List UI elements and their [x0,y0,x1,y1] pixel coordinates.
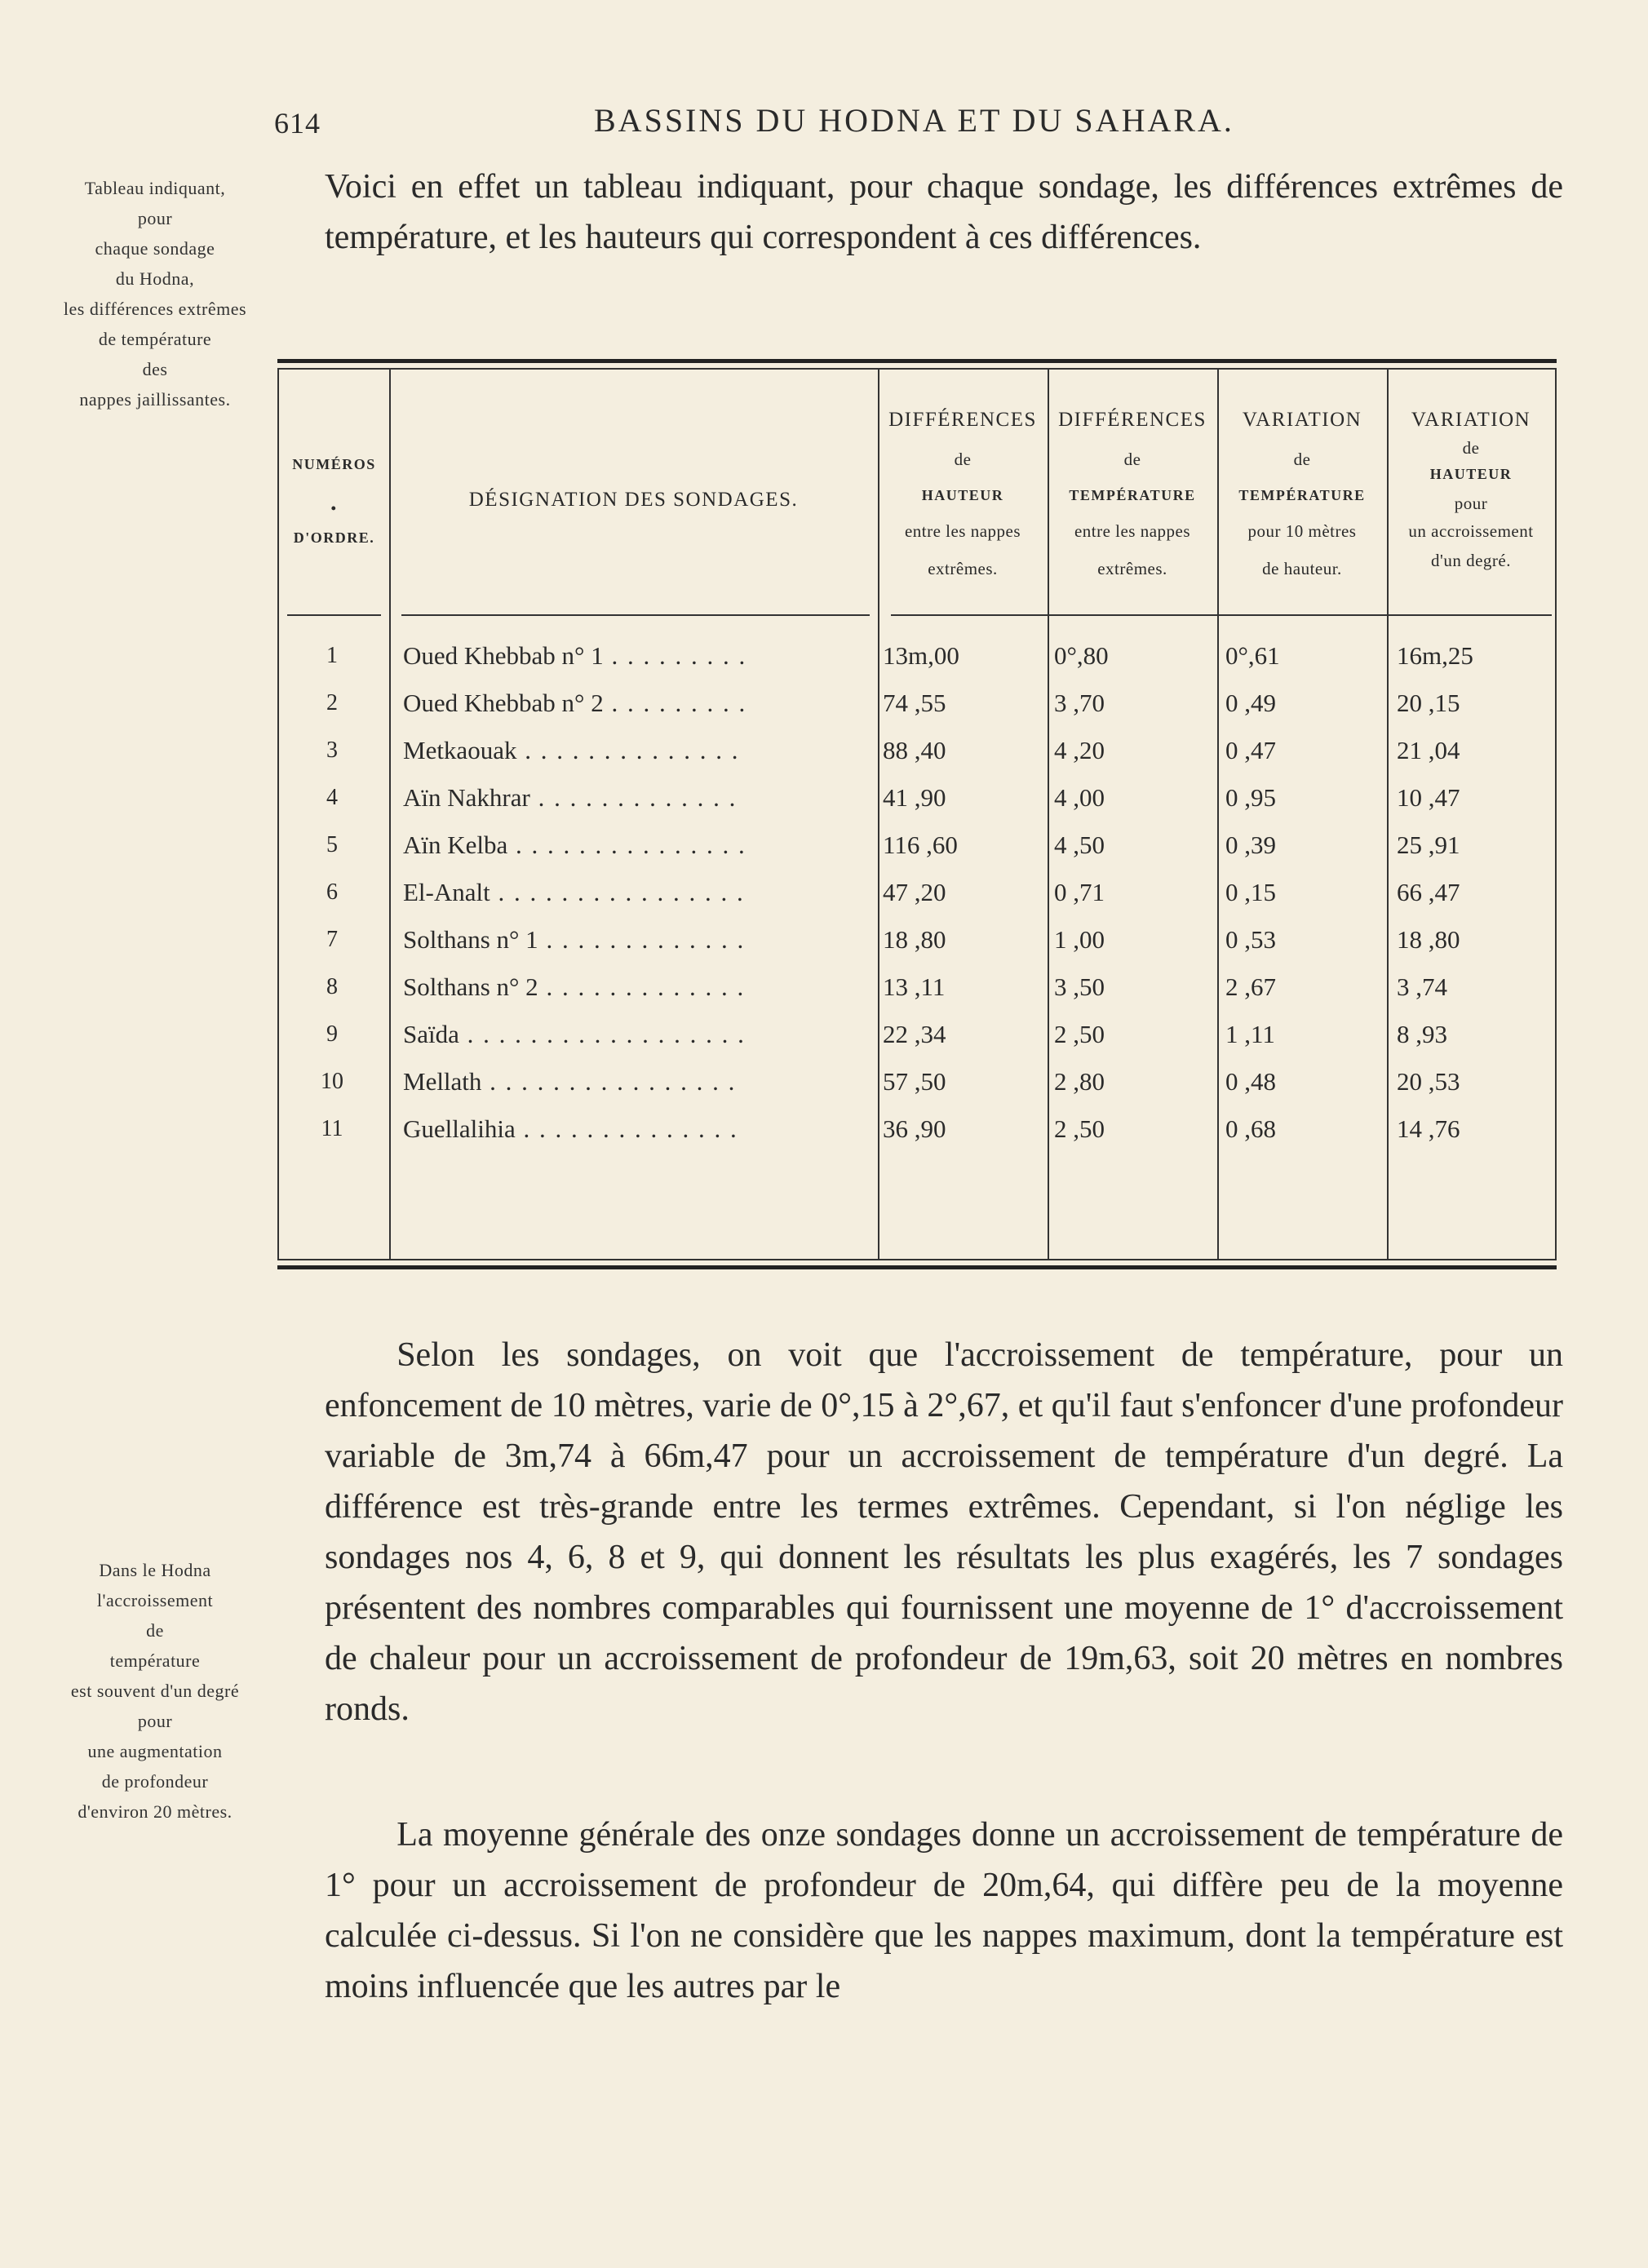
sondage-name: Mellath . . . [403,1058,746,1105]
sondage-name: Aïn Nakhrar . . . [403,774,746,822]
row-number: 8 [326,974,338,999]
margin-note-line: nappes jaillissantes. [79,389,231,410]
diff-hauteur-value: 22 ,34 [883,1020,946,1048]
header-text: NUMÉROS [292,456,376,472]
diff-hauteur-value: 116 ,60 [883,831,958,859]
header-text: • [330,500,338,516]
sondage-name: Saïda . . . [403,1011,746,1058]
margin-note-line: pour [137,208,173,228]
var-temperature-value: 0 ,48 [1225,1067,1276,1096]
sondage-name: Solthans n° 1 . . . [403,916,746,963]
margin-note-line: une augmentation [87,1741,223,1761]
header-text: de [954,450,972,469]
header-text: TEMPÉRATURE [1069,487,1196,503]
margin-note-line: de température [98,329,212,349]
var-hauteur-value: 10 ,47 [1397,783,1460,812]
var-hauteur-value: 14 ,76 [1397,1114,1460,1143]
table-row [279,727,1555,774]
diff-temperature-value: 4 ,50 [1054,831,1105,859]
table-row [279,916,1555,963]
header-text: HAUTEUR [921,487,1004,503]
table-frame [277,368,1557,1260]
body-paragraph: Selon les sondages, on voit que l'accroissement de température, pour un enfoncement de 10 mètres, varie de 0°,15 à 2°,67, et qu'il faut s'enfoncer d'une profondeur variable de 3m,74 à 66m,47 pour un accroissement de température d'un degré. La différence est très-grande entre les termes extrêmes. Cependant, si l'on néglige les sondages nos 4, 6, 8 et 9, qui donnent les résultats les plus exagérés, les 7 sondages présentent des nombres comparables qui fournissent une moyenne de 1° d'accroissement de chaleur pour un accroissement de profondeur de 19m,63, soit 20 mètres en nombres ronds. [325,1336,1563,1728]
diff-temperature-value: 4 ,00 [1054,783,1105,812]
header-text: DIFFÉRENCES [888,409,1037,431]
diff-hauteur-value: 41 ,90 [883,783,946,812]
margin-note-line: d'environ 20 mètres. [78,1801,233,1822]
diff-temperature-value: 3 ,50 [1054,972,1105,1001]
header-rule [401,614,870,616]
margin-note-line: chaque sondage [95,238,215,259]
header-text: de hauteur. [1262,559,1342,578]
header-diff-hauteur [878,370,1048,606]
var-temperature-value: 0 ,53 [1225,925,1276,954]
var-temperature-value: 0 ,47 [1225,736,1276,764]
diff-hauteur-value: 47 ,20 [883,878,946,906]
var-temperature-value: 1 ,11 [1225,1020,1275,1048]
header-text: TEMPÉRATURE [1238,487,1366,503]
body-paragraph: La moyenne générale des onze sondages donne un accroissement de température de 1° pour un accroissement de profondeur de 20m,64, qui diffère peu de la moyenne calculée ci-dessus. Si l'on ne considère que les nappes maximum, dont la température est moins influencée que les autres par le [325,1816,1563,2005]
header-var-hauteur [1387,370,1555,606]
var-temperature-value: 0 ,15 [1225,878,1276,906]
sondage-name: Oued Khebbab n° 1 . . . [403,632,746,680]
sondage-name: Aïn Kelba . . . [403,822,746,869]
header-numeros [279,370,389,606]
header-text: pour 10 mètres [1247,521,1357,541]
row-number: 9 [326,1021,338,1047]
row-number: 7 [326,927,338,952]
table-row [279,963,1555,1011]
header-text: VARIATION [1411,409,1531,431]
header-text: D'ORDRE. [293,529,375,546]
header-text: entre les nappes [904,521,1021,541]
row-number: 11 [321,1116,343,1141]
margin-note-table [37,173,273,414]
table-row [279,1105,1555,1153]
var-hauteur-value: 66 ,47 [1397,878,1460,906]
table-row [279,1058,1555,1105]
header-text: de [1462,438,1480,458]
header-diff-temperature [1048,370,1217,606]
header-rule [287,614,381,616]
margin-note-line: l'accroissement [96,1590,214,1610]
row-number: 6 [326,879,338,905]
intro-paragraph: Voici en effet un tableau indiquant, pour chaque sondage, les différences extrêmes de température, et les hauteurs qui correspondent à ces différences. [325,168,1563,256]
diff-hauteur-value: 74 ,55 [883,689,946,717]
var-temperature-value: 0 ,95 [1225,783,1276,812]
var-temperature-value: 0 ,68 [1225,1114,1276,1143]
var-temperature-value: 0°,61 [1225,641,1280,670]
table-row [279,1011,1555,1058]
diff-temperature-value: 1 ,00 [1054,925,1105,954]
diff-hauteur-value: 88 ,40 [883,736,946,764]
table-row [279,822,1555,869]
diff-temperature-value: 0°,80 [1054,641,1109,670]
var-hauteur-value: 16m,25 [1397,641,1473,670]
header-text: pour [1454,494,1488,513]
header-text: VARIATION [1242,409,1362,431]
sondage-name: Metkaouak . . . [403,727,746,774]
diff-temperature-value: 2 ,50 [1054,1114,1105,1143]
page-number: 614 [274,107,321,140]
diff-hauteur-value: 18 ,80 [883,925,946,954]
header-text: un accroissement [1408,521,1534,541]
diff-hauteur-value: 57 ,50 [883,1067,946,1096]
diff-temperature-value: 2 ,80 [1054,1067,1105,1096]
margin-note-line: de [146,1620,164,1641]
margin-note-line: des [142,359,168,379]
var-hauteur-value: 18 ,80 [1397,925,1460,954]
header-text: d'un degré. [1431,551,1511,570]
table-row [279,680,1555,727]
var-hauteur-value: 8 ,93 [1397,1020,1447,1048]
header-text: extrêmes. [1097,559,1167,578]
diff-hauteur-value: 13 ,11 [883,972,946,1001]
row-number: 4 [326,785,338,810]
sondage-name: Solthans n° 2 . . . [403,963,746,1011]
var-temperature-value: 0 ,49 [1225,689,1276,717]
diff-temperature-value: 0 ,71 [1054,878,1105,906]
header-text: entre les nappes [1074,521,1191,541]
table-row [279,632,1555,680]
margin-note-line: du Hodna, [115,268,195,289]
margin-note-line: température [109,1650,201,1671]
margin-note-line: Tableau indiquant, [84,178,226,198]
running-head: BASSINS DU HODNA ET DU SAHARA. [594,102,1234,139]
table-row [279,774,1555,822]
row-number: 3 [326,738,338,763]
var-temperature-value: 2 ,67 [1225,972,1276,1001]
sondage-name: Oued Khebbab n° 2 . . . [403,680,746,727]
var-hauteur-value: 20 ,15 [1397,689,1460,717]
var-hauteur-value: 20 ,53 [1397,1067,1460,1096]
row-number: 5 [326,832,338,857]
row-number: 2 [326,690,338,715]
sondage-name: El-Analt . . . [403,869,746,916]
var-hauteur-value: 3 ,74 [1397,972,1447,1001]
header-text: de [1293,450,1311,469]
diff-temperature-value: 4 ,20 [1054,736,1105,764]
diff-hauteur-value: 13m,00 [883,641,959,670]
margin-note-line: les différences extrêmes [63,299,247,319]
table-row [279,869,1555,916]
sondages-table [277,359,1557,1269]
header-rule [891,614,1552,616]
diff-hauteur-value: 36 ,90 [883,1114,946,1143]
sondage-name: Guellalihia . . . [403,1105,746,1153]
margin-note-line: pour [137,1711,173,1731]
header-text: de [1123,450,1141,469]
row-number: 10 [321,1069,343,1094]
margin-note-line: de profondeur [101,1771,209,1792]
header-text: extrêmes. [928,559,998,578]
header-text: DÉSIGNATION DES SONDAGES. [468,489,799,511]
var-hauteur-value: 25 ,91 [1397,831,1460,859]
margin-note-hodna [37,1555,273,1827]
header-designation [389,370,878,606]
var-hauteur-value: 21 ,04 [1397,736,1460,764]
diff-temperature-value: 2 ,50 [1054,1020,1105,1048]
header-text: DIFFÉRENCES [1058,409,1207,431]
diff-temperature-value: 3 ,70 [1054,689,1105,717]
margin-note-line: est souvent d'un degré [70,1681,240,1701]
var-temperature-value: 0 ,39 [1225,831,1276,859]
header-var-temperature [1217,370,1387,606]
header-text: HAUTEUR [1429,466,1513,482]
row-number: 1 [326,643,338,668]
margin-note-line: Dans le Hodna [99,1560,211,1580]
